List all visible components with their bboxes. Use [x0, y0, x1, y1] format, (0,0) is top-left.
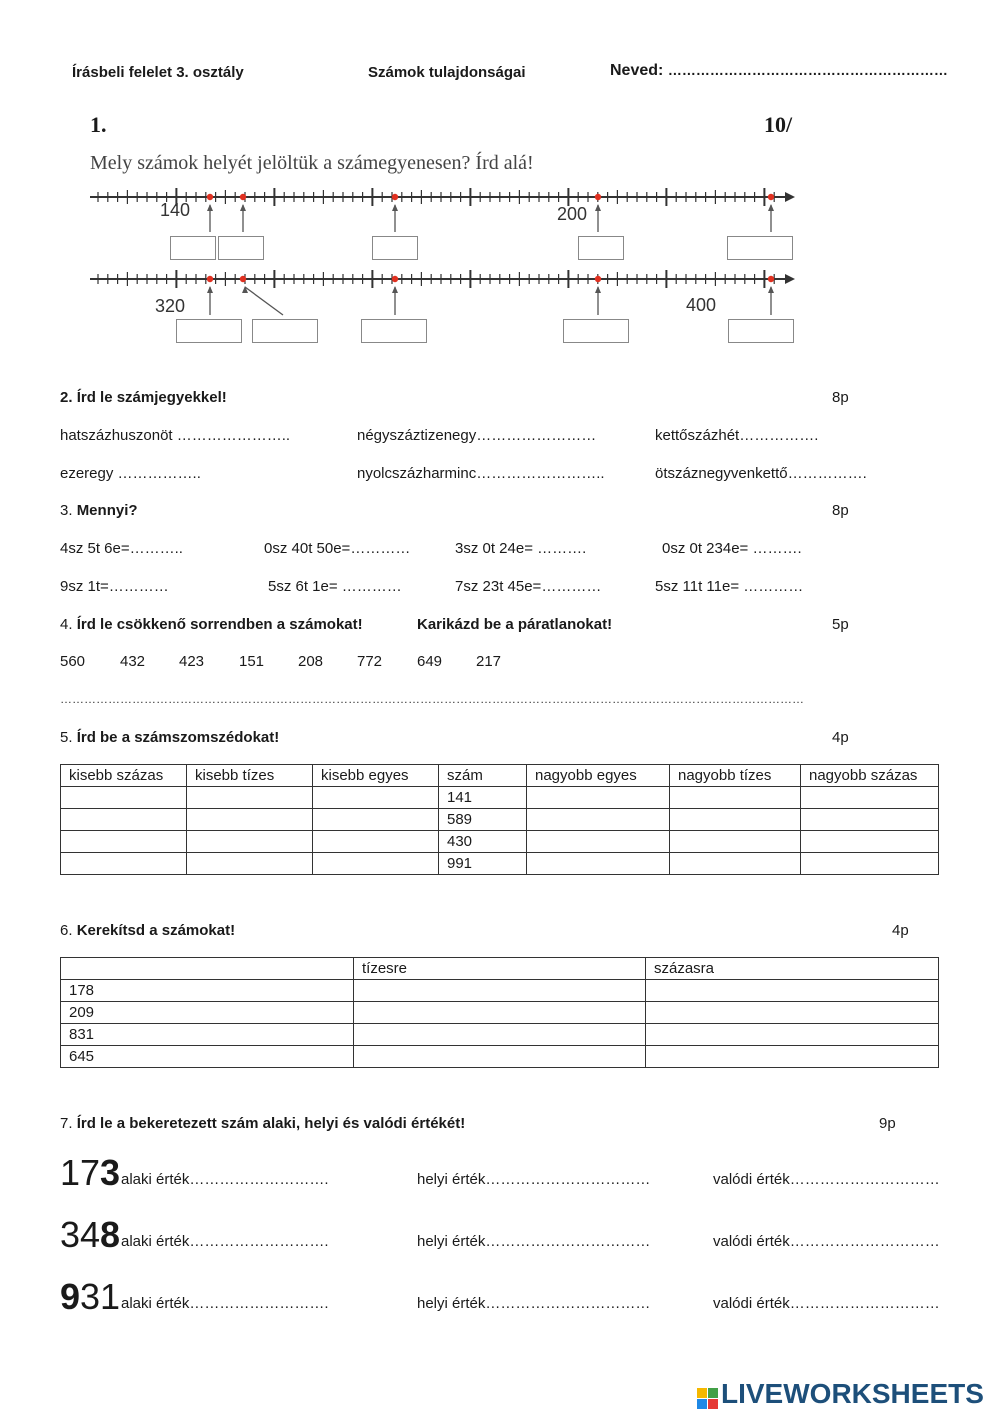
- col-header: tízesre: [354, 958, 646, 980]
- task3-item[interactable]: 7sz 23t 45e=…………: [455, 578, 602, 595]
- logo-text: LIVEWORKSHEETS: [721, 1378, 984, 1409]
- task7-number: 7.: [60, 1115, 73, 1132]
- pointer-arrowhead: [768, 286, 774, 293]
- answer-box-1c[interactable]: [372, 236, 418, 264]
- col-header: [61, 958, 354, 980]
- answer-cell[interactable]: [801, 787, 939, 809]
- answer-cell[interactable]: [646, 1046, 939, 1068]
- number-lines: [0, 0, 1000, 360]
- answer-box-2c[interactable]: [361, 319, 427, 347]
- number-cell: 589: [439, 809, 527, 831]
- table-header-row: [61, 958, 939, 980]
- answer-cell[interactable]: [61, 831, 187, 853]
- task7-heading: [60, 1115, 465, 1132]
- task2-number: 2.: [60, 389, 73, 406]
- answer-box-2e[interactable]: [728, 319, 794, 347]
- answer-cell[interactable]: [187, 831, 313, 853]
- alaki-field[interactable]: alaki érték……………………….: [121, 1233, 329, 1250]
- task4-number-1[interactable]: 432: [120, 653, 146, 670]
- task5-points: 4p: [832, 729, 849, 746]
- liveworksheets-logo: [697, 1378, 984, 1410]
- pointer-arrow: [245, 287, 283, 315]
- answer-box-1e[interactable]: [727, 236, 793, 264]
- valodi-field[interactable]: valódi érték…………………………: [713, 1233, 940, 1250]
- task4-number-7[interactable]: 217: [476, 653, 502, 670]
- logo-icon: [697, 1388, 719, 1410]
- pointer-arrowhead: [240, 204, 246, 211]
- task3-heading: [60, 502, 138, 519]
- task7-row-2: [60, 1214, 120, 1256]
- task3-points: 8p: [832, 502, 849, 519]
- task2-item[interactable]: ezeregy ……………..: [60, 465, 201, 482]
- task7-points: 9p: [879, 1115, 896, 1132]
- task2-points: 8p: [832, 389, 849, 406]
- pointer-arrowhead: [392, 204, 398, 211]
- col-header: szám: [439, 765, 527, 787]
- task6-heading: [60, 922, 235, 939]
- task7-number-display: [60, 1276, 120, 1317]
- col-header: kisebb tízes: [187, 765, 313, 787]
- task1-number: 1.: [90, 112, 107, 137]
- answer-cell[interactable]: [313, 787, 439, 809]
- marked-point: [392, 194, 398, 200]
- task4-number-2[interactable]: 423: [179, 653, 205, 670]
- answer-cell[interactable]: [527, 787, 670, 809]
- col-header: százasra: [646, 958, 939, 980]
- task3-item[interactable]: 0sz 40t 50e=…………: [264, 540, 411, 557]
- answer-cell[interactable]: [313, 809, 439, 831]
- answer-cell[interactable]: [354, 1002, 646, 1024]
- marked-point: [595, 194, 601, 200]
- number-cell: 831: [61, 1024, 354, 1046]
- task4-number-3[interactable]: 151: [239, 653, 265, 670]
- number-cell: 141: [439, 787, 527, 809]
- task6-title: Kerekítsd a számokat!: [76, 922, 236, 939]
- name-dots: ……………………………………………………: [667, 62, 948, 78]
- task2-item[interactable]: nyolcszázharminc……………………..: [357, 465, 605, 482]
- answer-cell[interactable]: [801, 831, 939, 853]
- task5-number: 5.: [60, 729, 73, 746]
- answer-cell[interactable]: [646, 980, 939, 1002]
- task7-row-1: [60, 1152, 120, 1194]
- number-cell: 209: [61, 1002, 354, 1024]
- answer-cell[interactable]: [354, 1024, 646, 1046]
- answer-box-2b[interactable]: [252, 319, 318, 347]
- task2-item[interactable]: ötszáznegyvenkettő…………….: [655, 465, 867, 482]
- marked-point: [240, 276, 246, 282]
- task3-number: 3.: [60, 502, 73, 519]
- neighbors-table: [60, 764, 939, 875]
- answer-cell[interactable]: [801, 809, 939, 831]
- task4-number-5[interactable]: 772: [357, 653, 383, 670]
- number-cell: 645: [61, 1046, 354, 1068]
- answer-cell[interactable]: [801, 853, 939, 875]
- table-row: [61, 980, 939, 1002]
- worksheet-title: Írásbeli felelet 3. osztály: [72, 64, 244, 81]
- col-header: nagyobb százas: [801, 765, 939, 787]
- task7-title: Írd le a bekeretezett szám alaki, helyi és valódi értékét!: [76, 1115, 466, 1132]
- task4-heading: [60, 616, 363, 633]
- answer-cell[interactable]: [646, 1024, 939, 1046]
- task4-answer-line[interactable]: ……………………………………………………………………………………………………………………………………………………………………: [60, 692, 804, 706]
- answer-cell[interactable]: [61, 853, 187, 875]
- table-row: [61, 1024, 939, 1046]
- line1-label-140: 140: [160, 200, 191, 220]
- task1-points: 10/: [764, 112, 793, 137]
- alaki-field[interactable]: alaki érték……………………….: [121, 1171, 329, 1188]
- answer-cell[interactable]: [527, 809, 670, 831]
- answer-cell[interactable]: [670, 787, 801, 809]
- line2-label-400: 400: [686, 295, 717, 315]
- answer-cell[interactable]: [670, 831, 801, 853]
- task3-title: Mennyi?: [76, 502, 138, 519]
- marked-point: [207, 276, 213, 282]
- pointer-arrowhead: [207, 286, 213, 293]
- task7-row-3: [60, 1276, 120, 1318]
- axis-arrowhead: [785, 192, 795, 202]
- answer-cell[interactable]: [354, 980, 646, 1002]
- digits-pre: 34: [60, 1214, 101, 1255]
- valodi-field[interactable]: valódi érték…………………………: [713, 1295, 940, 1312]
- answer-cell[interactable]: [313, 853, 439, 875]
- number-cell: 430: [439, 831, 527, 853]
- marked-point: [207, 194, 213, 200]
- answer-cell[interactable]: [527, 831, 670, 853]
- table-row: [61, 1046, 939, 1068]
- task5-title: Írd be a számszomszédokat!: [76, 729, 280, 746]
- alaki-field[interactable]: alaki érték……………………….: [121, 1295, 329, 1312]
- task1-instruction: Mely számok helyét jelöltük a számegyenesen? Írd alá!: [90, 152, 534, 174]
- helyi-field[interactable]: helyi érték……………………………: [417, 1233, 651, 1250]
- task3-item[interactable]: 5sz 6t 1e= …………: [268, 578, 402, 595]
- col-header: kisebb százas: [61, 765, 187, 787]
- digits-post: 31: [80, 1276, 121, 1317]
- answer-cell[interactable]: [61, 787, 187, 809]
- marked-point: [768, 276, 774, 282]
- line1-label-200: 200: [557, 204, 588, 224]
- pointer-arrowhead: [595, 286, 601, 293]
- task6-points: 4p: [892, 922, 909, 939]
- pointer-arrowhead: [207, 204, 213, 211]
- col-header: nagyobb egyes: [527, 765, 670, 787]
- task4-title2: Karikázd be a páratlanokat!: [417, 616, 613, 633]
- table-row: [61, 831, 939, 853]
- answer-cell[interactable]: [527, 853, 670, 875]
- worksheet-topic: Számok tulajdonságai: [368, 64, 526, 81]
- answer-cell[interactable]: [187, 853, 313, 875]
- answer-cell[interactable]: [354, 1046, 646, 1068]
- number-line-1: [90, 188, 795, 232]
- task4-number: 4.: [60, 616, 73, 633]
- axis-arrowhead: [785, 274, 795, 284]
- answer-cell[interactable]: [187, 787, 313, 809]
- boxed-digit: 8: [100, 1214, 121, 1255]
- task3-item[interactable]: 3sz 0t 24e= ……….: [455, 540, 587, 557]
- boxed-digit: 3: [100, 1152, 121, 1193]
- task7-number-display: [60, 1152, 120, 1193]
- table-row: [61, 853, 939, 875]
- digits-pre: 17: [60, 1152, 101, 1193]
- task7-number-display: [60, 1214, 120, 1255]
- task3-item[interactable]: 0sz 0t 234e= ……….: [662, 540, 802, 557]
- marked-point: [392, 276, 398, 282]
- pointer-arrowhead: [595, 204, 601, 211]
- answer-box-1b[interactable]: [218, 236, 264, 264]
- answer-cell[interactable]: [187, 809, 313, 831]
- task2-title: Írd le számjegyekkel!: [76, 389, 227, 406]
- number-cell: 991: [439, 853, 527, 875]
- answer-box-2d[interactable]: [563, 319, 629, 347]
- task4-number-4[interactable]: 208: [298, 653, 324, 670]
- pointer-arrowhead: [242, 286, 248, 293]
- col-header: nagyobb tízes: [670, 765, 801, 787]
- line2-label-320: 320: [155, 296, 186, 316]
- rounding-table: [60, 957, 939, 1068]
- task2-item[interactable]: hatszázhuszonöt …………………..: [60, 427, 291, 444]
- marked-point: [595, 276, 601, 282]
- name-label: Neved:: [610, 62, 664, 79]
- task4-number-6[interactable]: 649: [417, 653, 443, 670]
- task2-item[interactable]: négyszáztizenegy……………………: [357, 427, 597, 444]
- task3-item[interactable]: 4sz 5t 6e=………..: [60, 540, 183, 557]
- task6-number: 6.: [60, 922, 73, 939]
- helyi-field[interactable]: helyi érték……………………………: [417, 1295, 651, 1312]
- task5-heading: [60, 729, 279, 746]
- boxed-digit: 9: [60, 1276, 81, 1317]
- task4-number-0[interactable]: 560: [60, 653, 86, 670]
- answer-cell[interactable]: [61, 809, 187, 831]
- answer-cell[interactable]: [313, 831, 439, 853]
- answer-cell[interactable]: [670, 809, 801, 831]
- valodi-field[interactable]: valódi érték…………………………: [713, 1171, 940, 1188]
- task3-item[interactable]: 9sz 1t=…………: [60, 578, 169, 595]
- col-header: kisebb egyes: [313, 765, 439, 787]
- task3-item[interactable]: 5sz 11t 11e= …………: [655, 578, 804, 595]
- helyi-field[interactable]: helyi érték……………………………: [417, 1171, 651, 1188]
- table-row: [61, 787, 939, 809]
- table-row: [61, 809, 939, 831]
- task4-title: Írd le csökkenő sorrendben a számokat!: [76, 616, 363, 633]
- pointer-arrowhead: [392, 286, 398, 293]
- answer-box-1a[interactable]: [170, 236, 216, 264]
- table-header-row: [61, 765, 939, 787]
- marked-point: [240, 194, 246, 200]
- answer-cell[interactable]: [670, 853, 801, 875]
- task2-heading: [60, 389, 227, 406]
- task4-points: 5p: [832, 616, 849, 633]
- number-cell: 178: [61, 980, 354, 1002]
- table-row: [61, 1002, 939, 1024]
- task2-item[interactable]: kettőszázhét…………….: [655, 427, 819, 444]
- answer-box-2a[interactable]: [176, 319, 242, 347]
- answer-cell[interactable]: [646, 1002, 939, 1024]
- marked-point: [768, 194, 774, 200]
- pointer-arrowhead: [768, 204, 774, 211]
- answer-box-1d[interactable]: [578, 236, 624, 264]
